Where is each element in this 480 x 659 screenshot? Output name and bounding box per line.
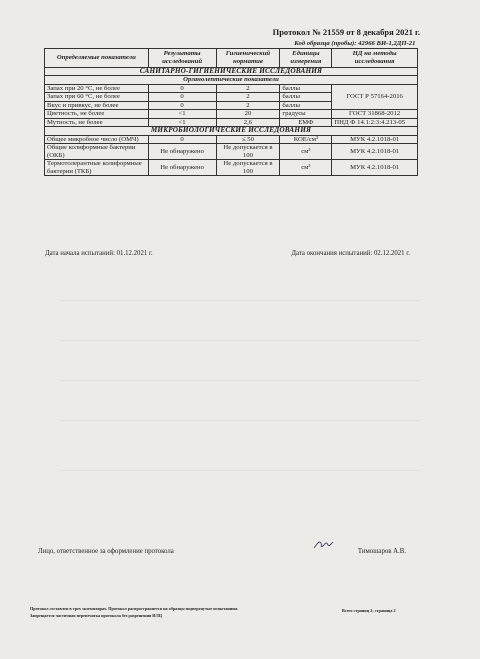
- row-result: Не обнаружено: [148, 160, 216, 176]
- row-method: МУК 4.2.1018-01: [332, 160, 418, 176]
- col-header-indicator: Определяемые показатели: [45, 48, 149, 67]
- row-name: Запах при 20 °С, не более: [45, 84, 149, 93]
- row-result: Не обнаружено: [148, 144, 216, 160]
- row-method: МУК 4.2.1018-01: [332, 144, 418, 160]
- row-norm: 2,6: [216, 118, 280, 127]
- row-name: Вкус и привкус, не более: [45, 101, 149, 110]
- section-sanitary: САНИТАРНО-ГИГИЕНИЧЕСКИЕ ИССЛЕДОВАНИЯ: [45, 67, 418, 76]
- table-header-row: [45, 48, 418, 67]
- row-result: 0: [148, 84, 216, 93]
- row-name: Цветность, не более: [45, 110, 149, 119]
- table-row: [45, 135, 418, 144]
- row-method: ГОСТ 31868-2012: [332, 110, 418, 119]
- sample-code: Код образца (пробы): 42966 ВИ-1,2ДП-21: [45, 40, 418, 48]
- row-method: МУК 4.2.1018-01: [332, 135, 418, 144]
- row-unit: баллы: [280, 84, 332, 93]
- table-row: [45, 160, 418, 176]
- row-name: Общие колиформные бактерии (ОКБ): [45, 144, 149, 160]
- row-norm: 2: [216, 84, 280, 93]
- bleed-through-line: [60, 470, 420, 471]
- row-unit: баллы: [280, 101, 332, 110]
- row-norm: 20: [216, 110, 280, 119]
- row-name: Запах при 60 °С, не более: [45, 93, 149, 102]
- row-result: <1: [148, 118, 216, 127]
- row-result: 0: [148, 93, 216, 102]
- signature-icon: [312, 536, 334, 552]
- row-name: Термотолерантные колиформные бактерии (ТКБ): [45, 160, 149, 176]
- footer-line-2: Запрещается частичная перепечатка протокола без разрешения ИЛЦ: [30, 613, 162, 618]
- col-header-norm: Гигиенический норматив: [216, 48, 280, 67]
- row-unit: КОЕ/см³: [280, 135, 332, 144]
- table-row: [45, 84, 418, 93]
- subsection-organoleptic: Органолептические показатели: [45, 76, 418, 85]
- table-row: [45, 144, 418, 160]
- row-norm: Не допускается в 100: [216, 160, 280, 176]
- table-row: [45, 110, 418, 119]
- row-name: Общее микробное число (ОМЧ): [45, 135, 149, 144]
- row-result: 0: [148, 135, 216, 144]
- row-name: Мутность, не более: [45, 118, 149, 127]
- protocol-title: Протокол № 21559 от 8 декабря 2021 г.: [272, 27, 420, 37]
- responsible-name: Тимошаров А.В.: [357, 548, 406, 555]
- bleed-through-line: [60, 420, 420, 421]
- bleed-through-line: [60, 340, 420, 341]
- test-start-date: Дата начала испытаний: 01.12.2021 г.: [45, 250, 153, 257]
- row-norm: 2: [216, 101, 280, 110]
- section-micro: МИКРОБИОЛОГИЧЕСКИЕ ИССЛЕДОВАНИЯ: [45, 127, 418, 136]
- test-end-date: Дата окончания испытаний: 02.12.2021 г.: [291, 250, 410, 257]
- page-counter: Всего страниц 2; страница 2: [342, 608, 396, 613]
- responsible-label: Лицо, ответственное за оформление протокола: [38, 548, 174, 555]
- col-header-method: НД на методы исследования: [332, 48, 418, 67]
- row-unit: ЕМФ: [280, 118, 332, 127]
- row-unit: см³: [280, 160, 332, 176]
- col-header-result: Результаты исследований: [148, 48, 216, 67]
- bleed-through-line: [60, 300, 420, 301]
- row-norm: Не допускается в 100: [216, 144, 280, 160]
- row-norm: ≤ 50: [216, 135, 280, 144]
- footer-line-1: Протокол составлен в трех экземплярах. Протокол распространяется на образцы подвергнутые испытаниям.: [30, 606, 239, 611]
- row-method: ПНД Ф 14.1:2:3:4.213-05: [332, 118, 418, 127]
- results-table: [44, 40, 418, 176]
- footer-notes: [30, 605, 238, 619]
- row-result: 0: [148, 101, 216, 110]
- row-unit: градусы: [280, 110, 332, 119]
- row-unit: см³: [280, 144, 332, 160]
- row-method: ГОСТ Р 57164-2016: [332, 84, 418, 110]
- row-norm: 2: [216, 93, 280, 102]
- row-result: <1: [148, 110, 216, 119]
- sample-code-row: [45, 40, 418, 48]
- row-unit: баллы: [280, 93, 332, 102]
- col-header-unit: Единицы измерения: [280, 48, 332, 67]
- bleed-through-line: [60, 380, 420, 381]
